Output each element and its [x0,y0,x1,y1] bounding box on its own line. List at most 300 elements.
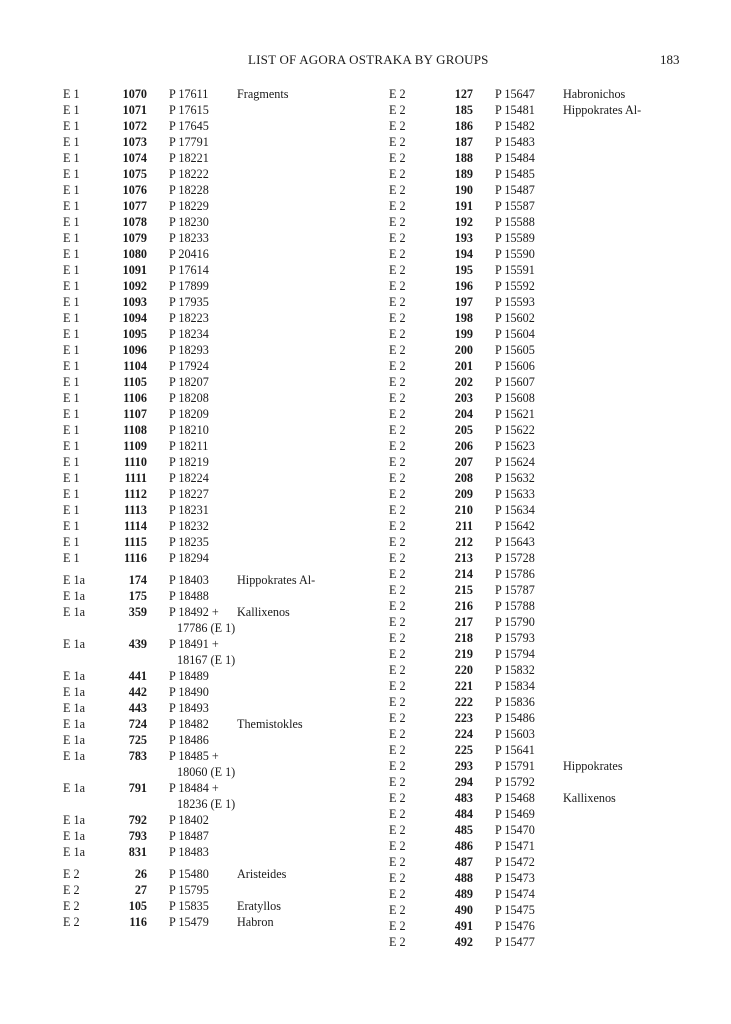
group-cell: E 1 [63,439,80,453]
inventory-cell: P 15470 [495,823,535,837]
inventory-cell: P 15471 [495,839,535,853]
number-cell: 490 [454,903,473,917]
inventory-cell: P 18487 [169,829,209,843]
inventory-cell: P 18210 [169,423,209,437]
number-cell: 359 [128,605,147,619]
inventory-cell: P 15587 [495,199,535,213]
inventory-cell: P 15623 [495,439,535,453]
number-cell: 1096 [122,343,147,357]
inventory-cell: P 15602 [495,311,535,325]
group-cell: E 1a [63,589,85,603]
table-row [389,726,689,742]
table-row [389,774,689,790]
group-cell: E 2 [389,775,406,789]
inventory-cell: P 17924 [169,359,209,373]
table-row [63,716,363,732]
number-cell: 195 [454,263,473,277]
number-cell: 212 [454,535,473,549]
number-cell: 211 [455,519,473,533]
name-cell: Kallixenos [237,605,290,619]
inventory-cell: 18060 (E 1) [177,765,236,779]
table-row [389,550,689,566]
inventory-cell: P 15624 [495,455,535,469]
inventory-cell: P 18484 + [169,781,219,795]
table-row [389,390,689,406]
number-cell: 203 [454,391,473,405]
group-cell: E 1 [63,327,80,341]
table-row [63,636,363,652]
table-row [389,310,689,326]
table-row [389,214,689,230]
name-cell: Hippokrates Al- [237,573,316,587]
number-cell: 1074 [122,151,147,165]
inventory-cell: P 15794 [495,647,535,661]
table-row [63,700,363,716]
group-cell: E 2 [389,631,406,645]
inventory-cell: P 15475 [495,903,535,917]
inventory-cell: P 15832 [495,663,535,677]
group-cell: E 2 [389,215,406,229]
inventory-cell: P 15486 [495,711,535,725]
table-row [389,838,689,854]
group-cell: E 2 [389,407,406,421]
table-row [389,342,689,358]
number-cell: 222 [454,695,473,709]
table-row [63,134,363,150]
group-cell: E 1a [63,701,85,715]
group-cell: E 2 [389,663,406,677]
number-cell: 225 [454,743,473,757]
inventory-cell: P 15642 [495,519,535,533]
table-row [389,502,689,518]
number-cell: 204 [454,407,473,421]
table-row-continuation [63,652,363,668]
number-cell: 224 [454,727,473,741]
table-row [389,534,689,550]
inventory-cell: P 15792 [495,775,535,789]
page-title: LIST OF AGORA OSTRAKA BY GROUPS [248,52,489,67]
number-cell: 489 [454,887,473,901]
number-cell: 1079 [122,231,147,245]
number-cell: 783 [128,749,147,763]
group-cell: E 1 [63,343,80,357]
inventory-cell: P 17935 [169,295,209,309]
inventory-cell: P 18230 [169,215,209,229]
number-cell: 223 [454,711,473,725]
group-cell: E 2 [389,871,406,885]
number-cell: 486 [454,839,473,853]
group-cell: E 1a [63,733,85,747]
number-cell: 1076 [122,183,147,197]
table-row [63,882,363,898]
group-cell: E 2 [389,199,406,213]
table-row [389,294,689,310]
group-cell: E 2 [389,711,406,725]
inventory-cell: P 18482 [169,717,209,731]
table-row [389,630,689,646]
group-cell: E 2 [389,695,406,709]
number-cell: 215 [454,583,473,597]
number-cell: 443 [128,701,147,715]
number-cell: 442 [128,685,147,699]
number-cell: 206 [454,439,473,453]
inventory-cell: P 15604 [495,327,535,341]
group-cell: E 2 [389,503,406,517]
number-cell: 219 [454,647,473,661]
group-cell: E 1 [63,167,80,181]
group-cell: E 1 [63,503,80,517]
table-row [389,422,689,438]
table-row [389,934,689,950]
group-cell: E 1a [63,813,85,827]
inventory-cell: P 18231 [169,503,209,517]
inventory-cell: P 18493 [169,701,209,715]
group-cell: E 2 [389,935,406,949]
group-cell: E 1a [63,749,85,763]
group-cell: E 2 [389,151,406,165]
inventory-cell: P 15474 [495,887,535,901]
group-cell: E 2 [389,791,406,805]
group-cell: E 1 [63,407,80,421]
table-row [63,812,363,828]
table-row [63,230,363,246]
inventory-cell: P 18209 [169,407,209,421]
table-row [389,150,689,166]
group-cell: E 2 [389,823,406,837]
group-cell: E 2 [63,867,80,881]
table-row [389,694,689,710]
number-cell: 213 [454,551,473,565]
inventory-cell: P 18232 [169,519,209,533]
inventory-cell: 18167 (E 1) [177,653,236,667]
table-row [389,102,689,118]
number-cell: 1111 [124,471,147,485]
inventory-cell: P 18235 [169,535,209,549]
group-cell: E 2 [389,423,406,437]
table-row [389,182,689,198]
table-row [63,914,363,930]
number-cell: 487 [454,855,473,869]
number-cell: 116 [129,915,147,929]
inventory-cell: 18236 (E 1) [177,797,236,811]
group-cell: E 1 [63,423,80,437]
number-cell: 1104 [123,359,147,373]
right-column [389,86,689,950]
number-cell: 191 [454,199,473,213]
number-cell: 793 [128,829,147,843]
table-row [389,582,689,598]
number-cell: 194 [454,247,473,261]
table-row [63,828,363,844]
group-cell: E 1 [63,311,80,325]
number-cell: 192 [454,215,473,229]
number-cell: 217 [454,615,473,629]
inventory-cell: P 15480 [169,867,209,881]
table-row [63,86,363,102]
group-cell: E 2 [389,311,406,325]
number-cell: 193 [454,231,473,245]
inventory-cell: P 18208 [169,391,209,405]
number-cell: 483 [454,791,473,805]
table-row [389,454,689,470]
inventory-cell: P 15790 [495,615,535,629]
inventory-cell: P 15468 [495,791,535,805]
group-cell: E 1 [63,215,80,229]
group-cell: E 2 [389,519,406,533]
group-cell: E 2 [389,919,406,933]
inventory-cell: P 18294 [169,551,209,565]
group-cell: E 2 [389,439,406,453]
inventory-cell: P 18490 [169,685,209,699]
number-cell: 209 [454,487,473,501]
number-cell: 1094 [122,311,147,325]
inventory-cell: P 15479 [169,915,209,929]
group-cell: E 1a [63,685,85,699]
inventory-cell: P 15469 [495,807,535,821]
number-cell: 1071 [122,103,147,117]
number-cell: 492 [454,935,473,949]
group-cell: E 1 [63,455,80,469]
number-cell: 175 [128,589,147,603]
inventory-cell: P 15621 [495,407,535,421]
group-cell: E 2 [389,727,406,741]
table-row [389,486,689,502]
inventory-cell: P 18223 [169,311,209,325]
table-row [63,166,363,182]
table-row [389,246,689,262]
inventory-cell: P 18488 [169,589,209,603]
inventory-cell: P 15603 [495,727,535,741]
table-row [63,342,363,358]
number-cell: 1115 [123,535,147,549]
number-cell: 724 [128,717,147,731]
number-cell: 205 [454,423,473,437]
number-cell: 1078 [122,215,147,229]
group-cell: E 2 [389,487,406,501]
group-cell: E 1a [63,669,85,683]
inventory-cell: P 18485 + [169,749,219,763]
inventory-cell: P 15788 [495,599,535,613]
number-cell: 1105 [123,375,147,389]
inventory-cell: P 15834 [495,679,535,693]
group-cell: E 2 [389,567,406,581]
inventory-cell: P 15632 [495,471,535,485]
table-row [389,614,689,630]
inventory-cell: P 15643 [495,535,535,549]
table-row [63,390,363,406]
inventory-cell: P 18233 [169,231,209,245]
inventory-cell: P 17611 [169,87,209,101]
number-cell: 1095 [122,327,147,341]
inventory-cell: P 15791 [495,759,535,773]
table-row [389,358,689,374]
table-row [63,550,363,566]
group-cell: E 2 [389,359,406,373]
table-row [63,150,363,166]
number-cell: 188 [454,151,473,165]
inventory-cell: P 15591 [495,263,535,277]
name-cell: Hippokrates [563,759,623,773]
name-cell: Kallixenos [563,791,616,805]
inventory-cell: P 18219 [169,455,209,469]
group-cell: E 1 [63,359,80,373]
group-cell: E 2 [389,391,406,405]
inventory-cell: 17786 (E 1) [177,621,236,635]
group-cell: E 1a [63,573,85,587]
group-cell: E 2 [389,103,406,117]
table-row [389,662,689,678]
table-row [63,326,363,342]
group-cell: E 1 [63,487,80,501]
number-cell: 214 [454,567,473,581]
table-row [63,684,363,700]
name-cell: Hippokrates Al- [563,103,642,117]
table-row-continuation [63,796,363,812]
table-row [389,902,689,918]
inventory-cell: P 15633 [495,487,535,501]
number-cell: 1080 [122,247,147,261]
inventory-cell: P 15476 [495,919,535,933]
inventory-cell: P 15608 [495,391,535,405]
group-cell: E 2 [63,883,80,897]
number-cell: 1112 [123,487,147,501]
table-row [63,844,363,860]
group-cell: E 2 [389,119,406,133]
inventory-cell: P 15607 [495,375,535,389]
table-row [63,534,363,550]
table-row [63,294,363,310]
table-row [63,278,363,294]
table-row [63,438,363,454]
group-cell: E 2 [389,551,406,565]
table-row [389,470,689,486]
group-cell: E 2 [389,887,406,901]
number-cell: 491 [454,919,473,933]
table-row [63,262,363,278]
number-cell: 1114 [123,519,147,533]
group-cell: E 1 [63,199,80,213]
table-row [63,486,363,502]
number-cell: 201 [454,359,473,373]
table-row [63,604,363,620]
number-cell: 207 [454,455,473,469]
page-header [0,52,731,70]
group-cell: E 2 [389,839,406,853]
group-cell: E 2 [389,615,406,629]
table-row [389,790,689,806]
inventory-cell: P 15588 [495,215,535,229]
group-cell: E 2 [389,343,406,357]
inventory-cell: P 17791 [169,135,209,149]
group-cell: E 2 [389,647,406,661]
number-cell: 197 [454,295,473,309]
inventory-cell: P 15592 [495,279,535,293]
number-cell: 1072 [122,119,147,133]
number-cell: 831 [128,845,147,859]
group-cell: E 2 [389,855,406,869]
inventory-cell: P 15647 [495,87,535,101]
table-row [389,854,689,870]
table-row-continuation [63,620,363,636]
number-cell: 105 [128,899,147,913]
table-row [389,598,689,614]
table-row [389,758,689,774]
table-row [63,214,363,230]
table-row [63,182,363,198]
inventory-cell: P 15485 [495,167,535,181]
number-cell: 1116 [123,551,147,565]
group-cell: E 2 [389,583,406,597]
name-cell: Habronichos [563,87,626,101]
table-row [63,454,363,470]
group-cell: E 1 [63,119,80,133]
group-cell: E 1a [63,829,85,843]
group-cell: E 2 [63,899,80,913]
inventory-cell: P 15634 [495,503,535,517]
inventory-cell: P 15590 [495,247,535,261]
group-cell: E 1 [63,231,80,245]
inventory-cell: P 15728 [495,551,535,565]
table-row [389,566,689,582]
inventory-cell: P 15641 [495,743,535,757]
number-cell: 199 [454,327,473,341]
number-cell: 210 [454,503,473,517]
inventory-cell: P 15786 [495,567,535,581]
group-cell: E 1a [63,605,85,619]
number-cell: 792 [128,813,147,827]
table-row-continuation [63,764,363,780]
name-cell: Aristeides [237,867,287,881]
group-cell: E 1 [63,375,80,389]
group-cell: E 1a [63,781,85,795]
inventory-cell: P 15622 [495,423,535,437]
number-cell: 1070 [122,87,147,101]
inventory-cell: P 17645 [169,119,209,133]
table-row [63,518,363,534]
number-cell: 439 [128,637,147,651]
inventory-cell: P 18403 [169,573,209,587]
table-row [389,326,689,342]
number-cell: 189 [454,167,473,181]
inventory-cell: P 18222 [169,167,209,181]
table-row [63,732,363,748]
inventory-cell: P 18234 [169,327,209,341]
number-cell: 208 [454,471,473,485]
name-cell: Eratyllos [237,899,282,913]
number-cell: 27 [134,883,147,897]
number-cell: 484 [454,807,473,821]
group-cell: E 1 [63,471,80,485]
number-cell: 1073 [122,135,147,149]
number-cell: 26 [134,867,147,881]
inventory-cell: P 18293 [169,343,209,357]
table-row [389,262,689,278]
inventory-cell: P 18227 [169,487,209,501]
inventory-cell: P 15477 [495,935,535,949]
number-cell: 1108 [123,423,147,437]
table-row [389,918,689,934]
group-cell: E 1 [63,87,80,101]
table-row [63,246,363,262]
table-row [389,678,689,694]
group-cell: E 1 [63,103,80,117]
table-row [389,870,689,886]
group-cell: E 1a [63,637,85,651]
number-cell: 1109 [123,439,147,453]
group-cell: E 2 [389,679,406,693]
group-cell: E 1 [63,295,80,309]
table-row [63,502,363,518]
